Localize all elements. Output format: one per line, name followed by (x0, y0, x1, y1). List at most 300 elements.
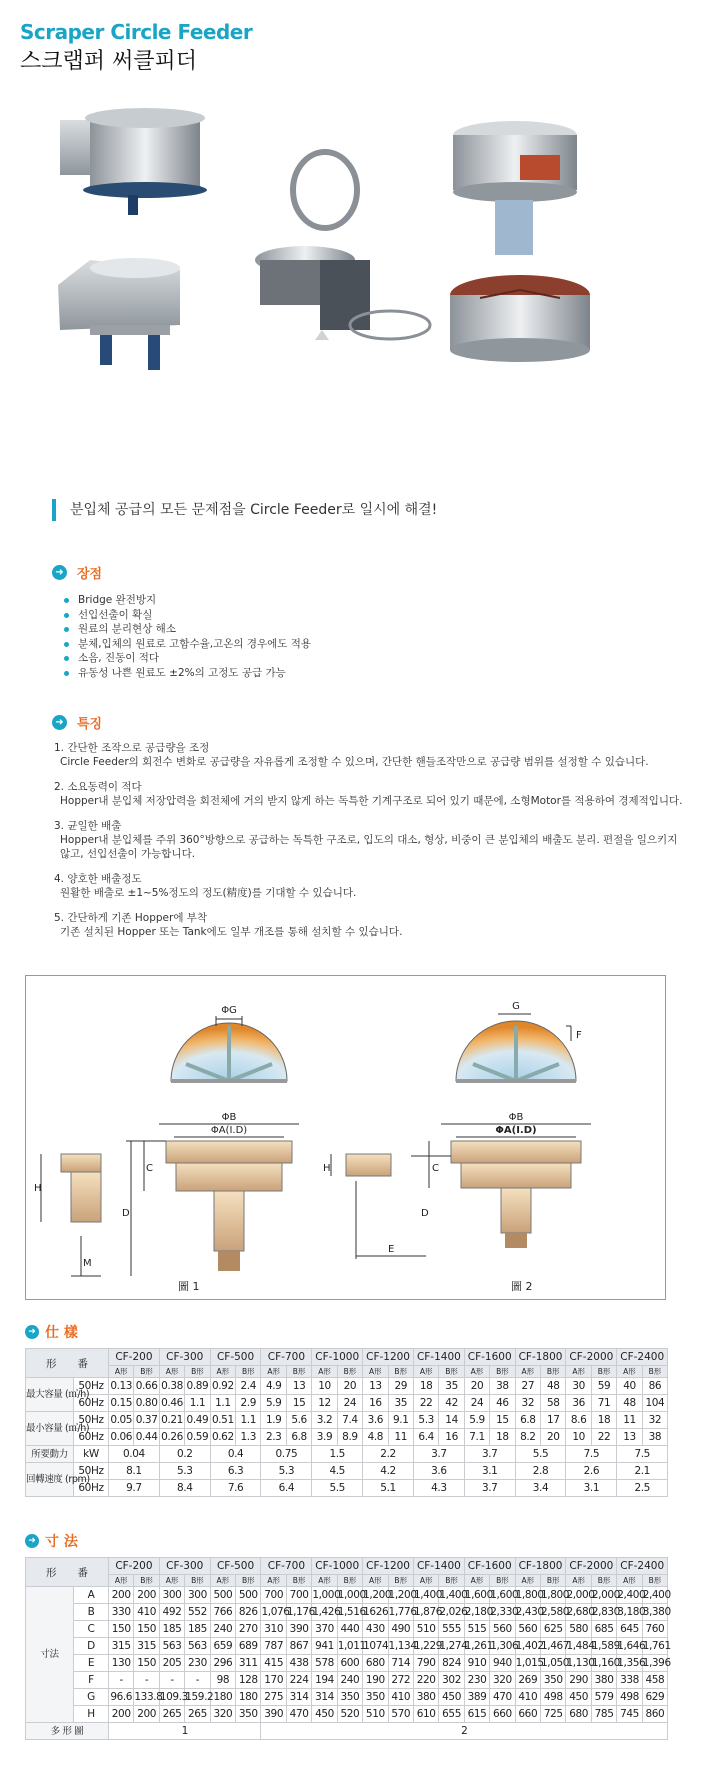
value-cell: 320 (490, 1672, 515, 1689)
spec-heading-row (25, 1322, 78, 1342)
value-cell: 515 (464, 1621, 489, 1638)
value-cell: 3.4 (515, 1480, 566, 1497)
value-cell: 185 (185, 1621, 210, 1638)
type-b-header: B形 (388, 1366, 413, 1378)
dims-heading: 寸 法 (45, 1534, 78, 1550)
dim-key: A (74, 1587, 109, 1604)
value-cell: 4.5 (312, 1463, 363, 1480)
value-cell: 0.26 (159, 1429, 184, 1446)
value-cell: 1,646 (617, 1638, 642, 1655)
value-cell: 1,600 (490, 1587, 515, 1604)
model-header: CF-2000 (566, 1349, 617, 1366)
value-cell: 0.92 (210, 1378, 235, 1395)
model-header: CF-1400 (413, 1558, 464, 1575)
model-header: CF-2400 (617, 1558, 668, 1575)
spec-heading: 仕 樣 (45, 1325, 78, 1341)
features-heading: 특징 (77, 717, 103, 732)
label-h: H (34, 1183, 42, 1194)
value-cell: 190 (363, 1672, 388, 1689)
value-cell: 1,589 (591, 1638, 616, 1655)
dim-key: F (74, 1672, 109, 1689)
value-cell: 2,180 (464, 1604, 489, 1621)
table-row (26, 1395, 668, 1412)
type-a-header: A形 (210, 1575, 235, 1587)
dim-key: D (74, 1638, 109, 1655)
value-cell: 689 (236, 1638, 261, 1655)
table-row (26, 1723, 668, 1740)
value-cell: 700 (261, 1587, 286, 1604)
value-cell: 2,430 (515, 1604, 540, 1621)
arrow-right-icon: ➜ (52, 565, 67, 580)
photo-feeder-1 (60, 108, 207, 215)
value-cell: 492 (159, 1604, 184, 1621)
list-item: 원료의 분리현상 해소 (62, 622, 311, 637)
table-row (26, 1672, 668, 1689)
value-cell: 71 (591, 1395, 616, 1412)
model-header: CF-1000 (312, 1558, 363, 1575)
feature-item (54, 872, 694, 900)
feature-body: Hopper내 분입체를 주위 360°방향으로 공급하는 독특한 구조로, 입도의 대소, 형상, 비중이 큰 분입체의 배출도 분리. 편절을 일으키지 않고, 선입선출이 가능합니다. (60, 834, 678, 860)
value-cell: 498 (541, 1689, 566, 1706)
value-cell: 610 (413, 1706, 438, 1723)
value-cell: 86 (642, 1378, 667, 1395)
value-cell: 1626 (363, 1604, 388, 1621)
value-cell: 48 (541, 1378, 566, 1395)
value-cell: 0.59 (185, 1429, 210, 1446)
value-cell: 230 (464, 1672, 489, 1689)
value-cell: 600 (337, 1655, 362, 1672)
value-cell: 1,600 (464, 1587, 489, 1604)
value-cell: 200 (134, 1706, 159, 1723)
value-cell: 58 (541, 1395, 566, 1412)
list-item: 소음, 진동이 적다 (62, 651, 311, 666)
value-cell: 2 (261, 1723, 668, 1740)
value-cell: 1,130 (566, 1655, 591, 1672)
value-cell: 450 (312, 1706, 337, 1723)
value-cell: 1,200 (363, 1587, 388, 1604)
value-cell: 296 (210, 1655, 235, 1672)
dim-key: E (74, 1655, 109, 1672)
table-row (26, 1429, 668, 1446)
value-cell: 128 (236, 1672, 261, 1689)
value-cell: 1,800 (515, 1587, 540, 1604)
dim-key: H (74, 1706, 109, 1723)
features-list (54, 741, 694, 950)
value-cell: 17 (541, 1412, 566, 1429)
value-cell: 1,467 (541, 1638, 566, 1655)
value-cell: 629 (642, 1689, 667, 1706)
value-cell: 0.05 (109, 1412, 134, 1429)
value-cell: 2,026 (439, 1604, 464, 1621)
model-header: CF-700 (261, 1558, 312, 1575)
value-cell: 760 (642, 1621, 667, 1638)
value-cell: 390 (286, 1621, 311, 1638)
value-cell: 3.7 (413, 1446, 464, 1463)
value-cell: 555 (439, 1621, 464, 1638)
value-cell: 315 (134, 1638, 159, 1655)
type-b-header: B形 (490, 1366, 515, 1378)
value-cell: 3.2 (312, 1412, 337, 1429)
value-cell: 1,306 (490, 1638, 515, 1655)
value-cell: 560 (515, 1621, 540, 1638)
list-item: 분체,입체의 원료로 고함수율,고온의 경우에도 적용 (62, 637, 311, 652)
value-cell: 6.4 (413, 1429, 438, 1446)
advantages-heading-row (52, 563, 102, 582)
value-cell: 1,761 (642, 1638, 667, 1655)
freq-cell: 60Hz (74, 1480, 109, 1497)
value-cell: 578 (312, 1655, 337, 1672)
value-cell: 1,876 (413, 1604, 438, 1621)
feature-title: 4. 양호한 배출정도 (54, 873, 142, 885)
type-b-header: B形 (642, 1366, 667, 1378)
dimension-table (25, 1557, 671, 1740)
value-cell: 9.7 (109, 1480, 160, 1497)
value-cell: 6.8 (286, 1429, 311, 1446)
value-cell: 0.51 (210, 1412, 235, 1429)
value-cell: 22 (413, 1395, 438, 1412)
type-b-header: B形 (541, 1366, 566, 1378)
type-a-header: A形 (413, 1366, 438, 1378)
value-cell: 2.4 (236, 1378, 261, 1395)
freq-cell: 50Hz (74, 1463, 109, 1480)
value-cell: 109.3 (159, 1689, 184, 1706)
value-cell: 16 (439, 1429, 464, 1446)
type-b-header: B形 (236, 1575, 261, 1587)
value-cell: 320 (210, 1706, 235, 1723)
value-cell: 745 (617, 1706, 642, 1723)
value-cell: 18 (490, 1429, 515, 1446)
value-cell: 46 (490, 1395, 515, 1412)
value-cell: 11 (388, 1429, 413, 1446)
value-cell: 3,380 (642, 1604, 667, 1621)
value-cell: 35 (388, 1395, 413, 1412)
type-a-header: A形 (413, 1575, 438, 1587)
value-cell: 2,330 (490, 1604, 515, 1621)
value-cell: 685 (591, 1621, 616, 1638)
advantages-heading: 장점 (77, 567, 103, 582)
value-cell: 826 (236, 1604, 261, 1621)
model-header: CF-700 (261, 1349, 312, 1366)
value-cell: 725 (541, 1706, 566, 1723)
value-cell: 470 (490, 1689, 515, 1706)
value-cell: 22 (591, 1429, 616, 1446)
freq-cell: 50Hz (74, 1378, 109, 1395)
label-g: G (512, 1001, 520, 1012)
value-cell: 300 (185, 1587, 210, 1604)
label-c: C (146, 1163, 153, 1174)
value-cell: 2,000 (591, 1587, 616, 1604)
value-cell: 5.5 (312, 1480, 363, 1497)
value-cell: - (159, 1672, 184, 1689)
value-cell: 1,426 (312, 1604, 337, 1621)
value-cell: 370 (312, 1621, 337, 1638)
value-cell: 1,356 (617, 1655, 642, 1672)
value-cell: 180 (210, 1689, 235, 1706)
value-cell: 350 (541, 1672, 566, 1689)
table-row (26, 1463, 668, 1480)
value-cell: 20 (541, 1429, 566, 1446)
label-f: F (576, 1030, 582, 1041)
value-cell: 4.9 (261, 1378, 286, 1395)
value-cell: 1074 (363, 1638, 388, 1655)
freq-cell: 60Hz (74, 1395, 109, 1412)
type-a-header: A形 (210, 1366, 235, 1378)
value-cell: 2.6 (566, 1463, 617, 1480)
type-b-header: B形 (642, 1575, 667, 1587)
type-b-header: B形 (286, 1575, 311, 1587)
value-cell: 0.15 (109, 1395, 134, 1412)
value-cell: 12 (312, 1395, 337, 1412)
value-cell: 269 (515, 1672, 540, 1689)
row-label: 最大容量 (㎥/h) (26, 1378, 74, 1412)
type-a-header: A形 (261, 1575, 286, 1587)
value-cell: 275 (261, 1689, 286, 1706)
figure-2 (323, 1001, 591, 1293)
table-row (26, 1604, 668, 1621)
value-cell: 3,180 (617, 1604, 642, 1621)
value-cell: 867 (286, 1638, 311, 1655)
value-cell: 240 (210, 1621, 235, 1638)
type-a-header: A形 (566, 1575, 591, 1587)
type-b-header: B形 (134, 1575, 159, 1587)
model-header: CF-1800 (515, 1558, 566, 1575)
value-cell: 766 (210, 1604, 235, 1621)
value-cell: 265 (185, 1706, 210, 1723)
type-b-header: B形 (490, 1575, 515, 1587)
label-b: ΦB (221, 1112, 237, 1123)
value-cell: 310 (261, 1621, 286, 1638)
value-cell: 0.06 (109, 1429, 134, 1446)
label-c: C (432, 1163, 439, 1174)
value-cell: 440 (337, 1621, 362, 1638)
value-cell: 42 (439, 1395, 464, 1412)
value-cell: 98 (210, 1672, 235, 1689)
value-cell: 0.21 (159, 1412, 184, 1429)
value-cell: 302 (439, 1672, 464, 1689)
value-cell: 1,076 (261, 1604, 286, 1621)
list-item: 유동성 나쁜 원료도 ±2%의 고정도 공급 가능 (62, 666, 311, 681)
value-cell: 410 (388, 1689, 413, 1706)
value-cell: 458 (642, 1672, 667, 1689)
type-b-header: B形 (337, 1366, 362, 1378)
value-cell: 2,000 (566, 1587, 591, 1604)
value-cell: 32 (515, 1395, 540, 1412)
value-cell: 0.38 (159, 1378, 184, 1395)
value-cell: 1.5 (312, 1446, 363, 1463)
table-row (26, 1655, 668, 1672)
type-b-header: B形 (134, 1366, 159, 1378)
value-cell: 38 (490, 1378, 515, 1395)
value-cell: 4.8 (363, 1429, 388, 1446)
value-cell: 8.2 (515, 1429, 540, 1446)
slogan: 분입체 공급의 모든 문제점을 Circle Feeder로 일시에 해결! (52, 499, 437, 521)
figure-1 (34, 1005, 299, 1293)
value-cell: 18 (413, 1378, 438, 1395)
value-cell: 0.49 (185, 1412, 210, 1429)
type-a-header: A形 (464, 1366, 489, 1378)
value-cell: 314 (312, 1689, 337, 1706)
value-cell: 1,274 (439, 1638, 464, 1655)
value-cell: 15 (490, 1412, 515, 1429)
value-cell: 8.1 (109, 1463, 160, 1480)
value-cell: 338 (617, 1672, 642, 1689)
unit-cell: kW (74, 1446, 109, 1463)
value-cell: 5.9 (261, 1395, 286, 1412)
row-label: 回轉速度 (rpm) (26, 1463, 74, 1497)
value-cell: 3.1 (464, 1463, 515, 1480)
photo-feeder-4 (453, 121, 577, 255)
value-cell: 498 (617, 1689, 642, 1706)
value-cell: 680 (363, 1655, 388, 1672)
value-cell: 2.3 (261, 1429, 286, 1446)
value-cell: 659 (210, 1638, 235, 1655)
value-cell: 2,830 (591, 1604, 616, 1621)
value-cell: 2,680 (566, 1604, 591, 1621)
value-cell: 150 (134, 1655, 159, 1672)
model-header: CF-1600 (464, 1349, 515, 1366)
type-b-header: B形 (185, 1366, 210, 1378)
value-cell: 30 (566, 1378, 591, 1395)
value-cell: 450 (439, 1689, 464, 1706)
type-a-header: A形 (109, 1366, 134, 1378)
value-cell: 7.5 (617, 1446, 668, 1463)
value-cell: 390 (261, 1706, 286, 1723)
photo-feeder-3 (255, 152, 430, 340)
value-cell: 0.62 (210, 1429, 235, 1446)
model-header: CF-1200 (363, 1349, 414, 1366)
value-cell: 314 (286, 1689, 311, 1706)
value-cell: 1.3 (236, 1429, 261, 1446)
value-cell: 5.5 (515, 1446, 566, 1463)
row-label: 所要動力 (26, 1446, 74, 1463)
feature-title: 1. 간단한 조작으로 공급량을 조정 (54, 742, 210, 754)
value-cell: 0.80 (134, 1395, 159, 1412)
value-cell: 1,516 (337, 1604, 362, 1621)
value-cell: 130 (109, 1655, 134, 1672)
type-b-header: B形 (439, 1366, 464, 1378)
value-cell: 490 (388, 1621, 413, 1638)
value-cell: 1,396 (642, 1655, 667, 1672)
value-cell: 1,050 (541, 1655, 566, 1672)
row-label: 寸法 (26, 1587, 74, 1723)
label-a: ΦA(I.D) (210, 1125, 248, 1136)
arrow-right-icon: ➜ (25, 1534, 39, 1548)
value-cell: 230 (185, 1655, 210, 1672)
label-g: ΦG (221, 1005, 237, 1016)
value-cell: 3.7 (464, 1480, 515, 1497)
type-a-header: A形 (312, 1575, 337, 1587)
model-header: CF-300 (159, 1349, 210, 1366)
value-cell: 680 (566, 1706, 591, 1723)
value-cell: 7.1 (464, 1429, 489, 1446)
model-header: CF-2400 (617, 1349, 668, 1366)
value-cell: 194 (312, 1672, 337, 1689)
value-cell: 27 (515, 1378, 540, 1395)
arrow-right-icon: ➜ (25, 1325, 39, 1339)
value-cell: 36 (566, 1395, 591, 1412)
dim-key: B (74, 1604, 109, 1621)
value-cell: 270 (236, 1621, 261, 1638)
value-cell: 1,484 (566, 1638, 591, 1655)
value-cell: 560 (490, 1621, 515, 1638)
value-cell: 579 (591, 1689, 616, 1706)
value-cell: 150 (134, 1621, 159, 1638)
type-a-header: A形 (464, 1575, 489, 1587)
type-b-header: B形 (541, 1575, 566, 1587)
value-cell: 660 (490, 1706, 515, 1723)
table-row (26, 1446, 668, 1463)
value-cell: 1,134 (388, 1638, 413, 1655)
value-cell: 5.9 (464, 1412, 489, 1429)
value-cell: 3.6 (413, 1463, 464, 1480)
value-cell: 205 (159, 1655, 184, 1672)
value-cell: 1,000 (337, 1587, 362, 1604)
value-cell: 59 (591, 1378, 616, 1395)
value-cell: 625 (541, 1621, 566, 1638)
value-cell: 311 (236, 1655, 261, 1672)
type-a-header: A形 (617, 1366, 642, 1378)
feature-body: 기존 설치된 Hopper 또는 Tank에도 일부 개조를 통해 설치할 수 있습니다. (60, 926, 403, 938)
page-title-ko: 스크랩퍼 써클피더 (20, 49, 198, 74)
value-cell: 580 (566, 1621, 591, 1638)
type-a-header: A形 (159, 1575, 184, 1587)
product-photos (50, 100, 670, 430)
label-d: D (122, 1208, 130, 1219)
value-cell: 500 (236, 1587, 261, 1604)
value-cell: 272 (388, 1672, 413, 1689)
feature-title: 3. 균일한 배출 (54, 820, 122, 832)
type-b-header: B形 (439, 1575, 464, 1587)
type-b-header: B形 (185, 1575, 210, 1587)
model-header: CF-1400 (413, 1349, 464, 1366)
value-cell: 224 (286, 1672, 311, 1689)
model-header: CF-500 (210, 1558, 261, 1575)
value-cell: 0.75 (261, 1446, 312, 1463)
value-cell: 941 (312, 1638, 337, 1655)
table-row (26, 1621, 668, 1638)
value-cell: 860 (642, 1706, 667, 1723)
value-cell: 200 (134, 1587, 159, 1604)
type-b-header: B形 (337, 1575, 362, 1587)
value-cell: 438 (286, 1655, 311, 1672)
row-label: 多 形 圖 (26, 1723, 109, 1740)
value-cell: 315 (109, 1638, 134, 1655)
feature-item (54, 911, 694, 939)
type-a-header: A形 (566, 1366, 591, 1378)
value-cell: 655 (439, 1706, 464, 1723)
table-row (26, 1480, 668, 1497)
value-cell: 265 (159, 1706, 184, 1723)
value-cell: 563 (185, 1638, 210, 1655)
list-item: Bridge 완전방지 (62, 593, 311, 608)
value-cell: 180 (236, 1689, 261, 1706)
value-cell: 133.8 (134, 1689, 159, 1706)
value-cell: - (134, 1672, 159, 1689)
freq-cell: 50Hz (74, 1412, 109, 1429)
value-cell: 6.3 (210, 1463, 261, 1480)
list-item: 선입선출이 확실 (62, 608, 311, 623)
value-cell: 40 (617, 1378, 642, 1395)
value-cell: 645 (617, 1621, 642, 1638)
photo-feeder-5 (450, 275, 590, 362)
table-row (26, 1689, 668, 1706)
type-a-header: A形 (515, 1575, 540, 1587)
value-cell: 14 (439, 1412, 464, 1429)
model-header: CF-500 (210, 1349, 261, 1366)
table-row (26, 1412, 668, 1429)
value-cell: 29 (388, 1378, 413, 1395)
value-cell: 700 (286, 1587, 311, 1604)
